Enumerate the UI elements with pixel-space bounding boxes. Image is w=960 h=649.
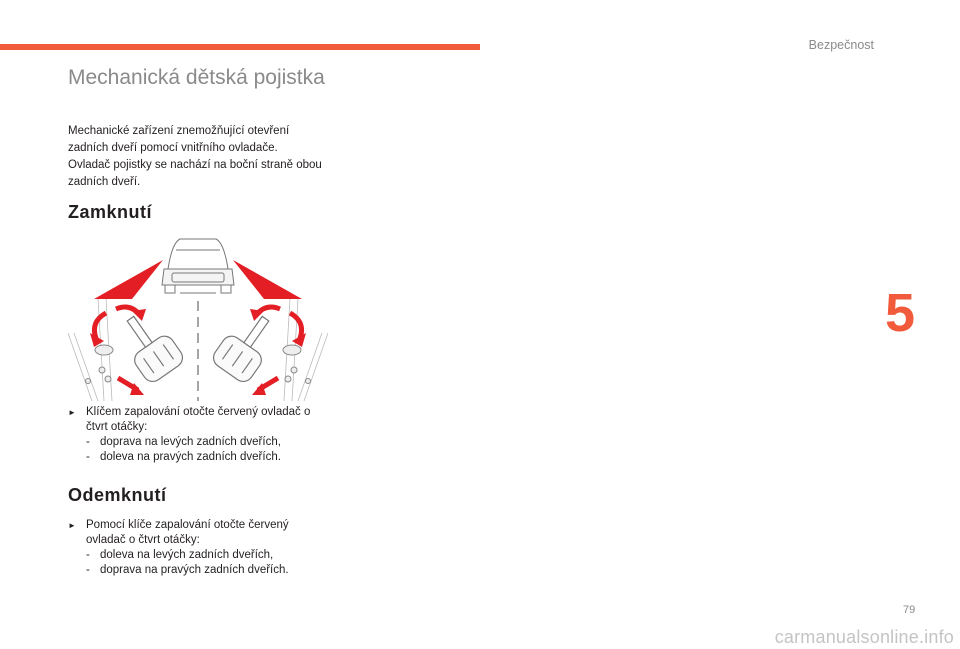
intro-paragraph-2: Ovladač pojistky se nachází na boční straně obou zadních dveří. — [68, 159, 322, 188]
unlock-instructions — [68, 518, 328, 578]
dash-marker: - — [86, 549, 90, 561]
page-number: 79 — [903, 604, 916, 616]
watermark-text: carmanualsonline.info — [774, 627, 954, 647]
page-title: Mechanická dětská pojistka — [68, 66, 325, 89]
unlock-item-right: doprava na pravých zadních dveřích. — [100, 564, 289, 576]
lock-item-right: doleva na pravých zadních dveřích. — [100, 451, 281, 463]
bullet-arrow-icon: ► — [68, 408, 76, 417]
lock-instruction-text: Klíčem zapalování otočte červený ovladač o čtvrt otáčky: — [86, 406, 311, 433]
lock-instructions — [68, 405, 328, 465]
right-key-icon — [210, 306, 284, 385]
unlock-instruction-text: Pomocí klíče zapalování otočte červený ovladač o čtvrt otáčky: — [86, 519, 289, 546]
dash-marker: - — [86, 436, 90, 448]
header-accent-bar — [0, 44, 480, 50]
car-rear-icon — [162, 239, 234, 293]
lock-heading: Zamknutí — [68, 202, 153, 222]
intro-paragraph-1: Mechanické zařízení znemožňující otevření zadních dveří pomocí vnitřního ovladače. — [68, 125, 290, 154]
dash-marker: - — [86, 564, 90, 576]
left-key-icon — [112, 306, 186, 385]
left-view-beam — [94, 260, 163, 299]
chapter-number: 5 — [885, 283, 916, 343]
lock-item-left: doprava na levých zadních dveřích, — [100, 436, 281, 448]
right-view-beam — [233, 260, 302, 299]
child-lock-diagram — [68, 233, 328, 403]
child-lock-illustration — [68, 233, 328, 403]
dash-marker: - — [86, 451, 90, 463]
unlock-item-left: doleva na levých zadních dveřích, — [100, 549, 274, 561]
section-title: Bezpečnost — [808, 38, 874, 52]
bullet-arrow-icon: ► — [68, 521, 76, 530]
unlock-heading: Odemknutí — [68, 485, 167, 505]
